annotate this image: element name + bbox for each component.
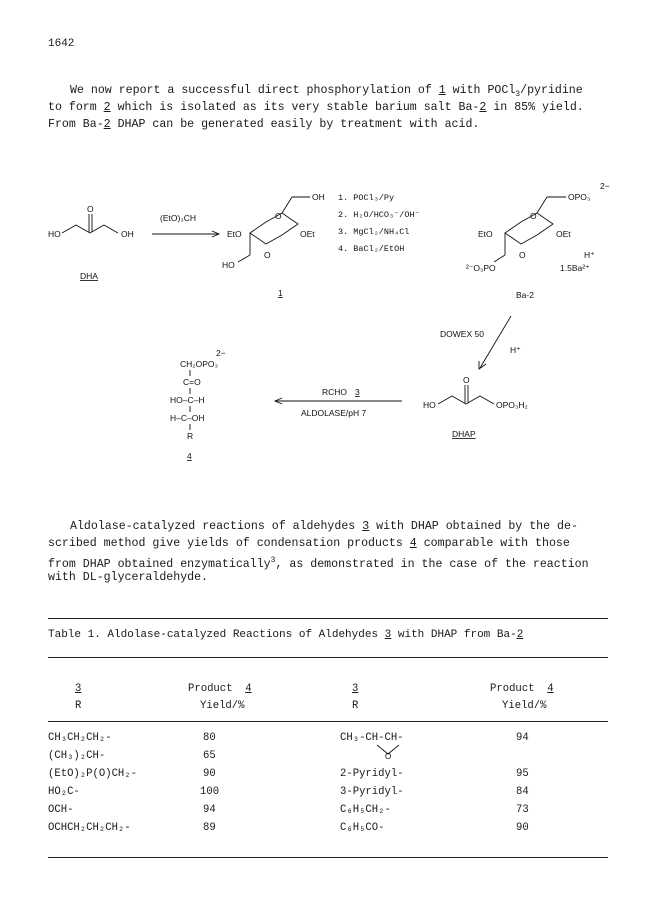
svg-text:2−: 2− (216, 348, 226, 358)
header-col4-sub: Yield/% (502, 700, 547, 712)
svg-text:R: R (187, 431, 194, 441)
table-row-left-r: (EtO)₂P(O)CH₂- (48, 768, 138, 780)
table-caption-rule (48, 657, 608, 658)
page-number: 1642 (48, 38, 75, 50)
svg-text:H⁺: H⁺ (584, 250, 595, 260)
table-bottom-rule (48, 857, 608, 858)
table-header-rule (48, 721, 608, 722)
svg-text:OH: OH (121, 229, 134, 239)
table-row-left-r: OCHCH₂CH₂CH₂- (48, 822, 131, 834)
svg-text:O: O (275, 211, 282, 221)
table-row-right-yield: 73 (516, 804, 529, 816)
svg-text:OPO₃: OPO₃ (568, 192, 591, 202)
svg-text:2. H₂O/HCO₃⁻/OH⁻: 2. H₂O/HCO₃⁻/OH⁻ (338, 210, 420, 220)
aldolase-condition: ALDOLASE/pH 7 (301, 408, 367, 418)
svg-text:1.5Ba²⁺: 1.5Ba²⁺ (560, 263, 590, 273)
svg-text:4. BaCl₂/EtOH: 4. BaCl₂/EtOH (338, 244, 405, 254)
svg-text:OEt: OEt (556, 229, 571, 239)
product-4-label: 4 (187, 451, 192, 461)
dha-structure (48, 204, 134, 281)
svg-text:O: O (463, 375, 470, 385)
table-row-left-yield: 90 (203, 768, 216, 780)
svg-text:OH: OH (312, 192, 325, 202)
phosphorylation-reagents (338, 193, 420, 254)
rcho-reagent: RCHO 3 (322, 387, 360, 397)
svg-text:1. POCl₃/Py: 1. POCl₃/Py (338, 193, 395, 203)
dhap-label: DHAP (452, 429, 476, 439)
svg-text:OPO₃H₂: OPO₃H₂ (496, 400, 528, 410)
svg-text:O: O (87, 204, 94, 214)
dhap-structure (423, 375, 528, 439)
table-row-right-yield: 94 (516, 732, 529, 744)
svg-text:C=O: C=O (183, 377, 201, 387)
table-row-left-r: (CH₃)₂CH- (48, 750, 106, 762)
svg-text:HO: HO (423, 400, 436, 410)
table-row-left-yield: 65 (203, 750, 216, 762)
header-col3-num: 3 (352, 683, 359, 695)
dowex-reagent: DOWEX 50 (440, 329, 484, 339)
table-row-right-yield: 84 (516, 786, 529, 798)
header-col2-sub: Yield/% (200, 700, 245, 712)
svg-text:H–C–OH: H–C–OH (170, 413, 205, 423)
compound-1-structure (222, 192, 325, 298)
h-plus: H⁺ (510, 345, 521, 355)
dha-label: DHA (80, 271, 98, 281)
svg-text:HO: HO (48, 229, 61, 239)
ba2-label: Ba-2 (516, 290, 534, 300)
table-row-right-r: C₆H₅CH₂- (340, 804, 391, 816)
table-row-left-r: OCH- (48, 804, 74, 816)
table-row-right-r: CH₃-CH-CH- (340, 732, 404, 744)
body-line-1: Aldolase-catalyzed reactions of aldehydes 3 with DHAP obtained by the de- (70, 520, 578, 533)
body-line-4: with DL-glyceraldehyde. (48, 571, 209, 584)
epoxide-ring (375, 744, 405, 762)
svg-text:O: O (264, 250, 271, 260)
table-caption: Table 1. Aldolase-catalyzed Reactions of Aldehydes 3 with DHAP from Ba-2 (48, 629, 524, 641)
table-row-left-yield: 94 (203, 804, 216, 816)
intro-line-3: From Ba-2 DHAP can be generated easily by treatment with acid. (48, 118, 480, 131)
header-col2-label: Product 4 (188, 683, 252, 695)
product-4-structure (170, 348, 226, 461)
table-row-left-yield: 80 (203, 732, 216, 744)
body-line-2: scribed method give yields of condensation products 4 comparable with those (48, 537, 570, 550)
table-row-right-yield: 90 (516, 822, 529, 834)
svg-text:O: O (530, 211, 537, 221)
table-row-left-yield: 89 (203, 822, 216, 834)
header-col1-label: R (75, 700, 82, 712)
svg-text:EtO: EtO (478, 229, 493, 239)
svg-text:OEt: OEt (300, 229, 315, 239)
svg-text:HO: HO (222, 260, 235, 270)
eto3ch-reagent: (EtO)₃CH (160, 213, 197, 223)
table-row-right-r: 3-Pyridyl- (340, 786, 404, 798)
body-line-3: from DHAP obtained enzymatically$^3$, as demonstrated in the case of the reaction (48, 556, 589, 571)
ba2-structure (466, 181, 610, 300)
svg-text:O: O (385, 752, 392, 761)
intro-line-1: We now report a successful direct phosphorylation of 1 with POCl$_3$/pyridine (70, 84, 583, 99)
arrow-dowex (480, 316, 511, 368)
table-row-right-yield: 95 (516, 768, 529, 780)
header-col3-label: R (352, 700, 359, 712)
svg-text:HO–C–H: HO–C–H (170, 395, 205, 405)
intro-line-2: to form 2 which is isolated as its very stable barium salt Ba-2 in 85% yield. (48, 101, 584, 114)
svg-text:CH₂OPO₃: CH₂OPO₃ (180, 359, 218, 369)
compound-1-label: 1 (278, 288, 283, 298)
svg-text:O: O (519, 250, 526, 260)
header-col1-num: 3 (75, 683, 82, 695)
table-row-right-r: 2-Pyridyl- (340, 768, 404, 780)
table-row-left-r: HO₂C- (48, 786, 80, 798)
table-row-right-r: C₆H₅CO- (340, 822, 385, 834)
header-col4-label: Product 4 (490, 683, 554, 695)
table-row-left-yield: 100 (200, 786, 220, 798)
svg-text:2−: 2− (600, 181, 610, 191)
table-row-left-r: CH₃CH₂CH₂- (48, 732, 112, 744)
svg-text:²⁻O₃PO: ²⁻O₃PO (466, 263, 496, 273)
svg-text:3. MgCl₂/NH₄Cl: 3. MgCl₂/NH₄Cl (338, 227, 410, 237)
svg-text:EtO: EtO (227, 229, 242, 239)
table-top-rule (48, 618, 608, 619)
